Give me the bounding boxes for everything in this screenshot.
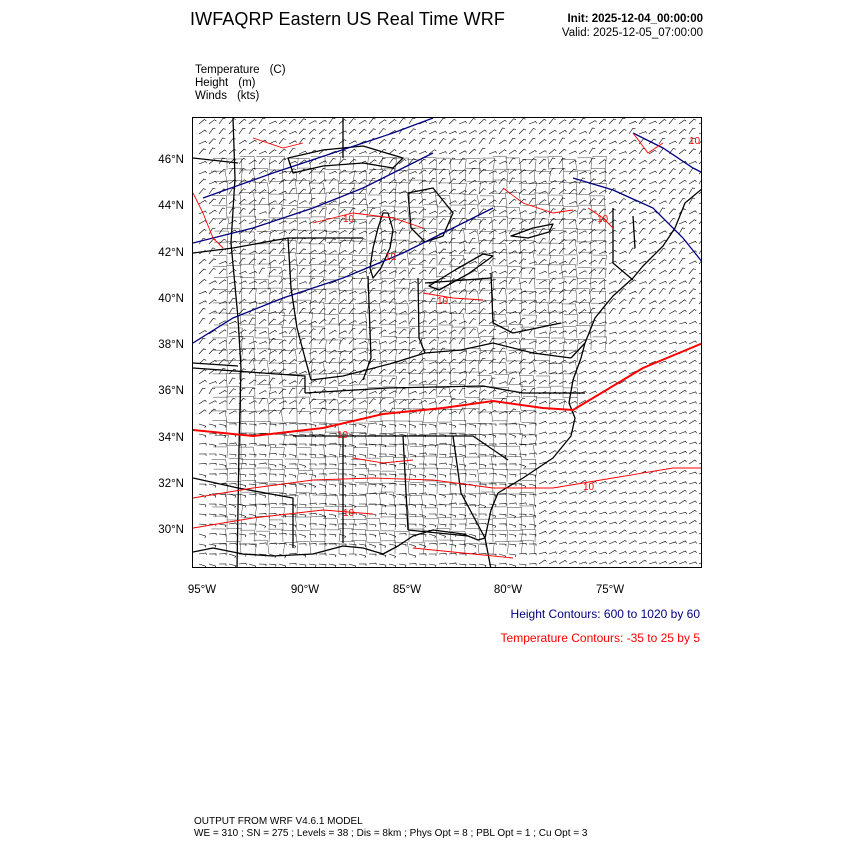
state-line-5 — [418, 278, 425, 353]
field-temperature-name: Temperature — [195, 64, 260, 76]
state-line-19 — [633, 216, 635, 248]
contour-label-2: 10 — [437, 296, 449, 307]
field-winds-unit: (kts) — [236, 90, 260, 102]
state-line-17 — [193, 478, 293, 548]
lat-label-42: 42°N — [158, 247, 184, 259]
lat-label-40: 40°N — [158, 293, 184, 305]
state-line-18 — [613, 208, 633, 280]
lat-label-44: 44°N — [158, 200, 184, 212]
lon-label-80: 80°W — [493, 584, 523, 596]
wind-barbs — [199, 118, 702, 568]
lat-label-34: 34°N — [158, 432, 184, 444]
lat-label-38: 38°N — [158, 339, 184, 351]
model-config: WE = 310 ; SN = 275 ; Levels = 38 ; Dis = 8km ; Phys Opt = 8 ; PBL Opt = 1 ; Cu Opt = 3 — [194, 828, 588, 839]
lon-label-75: 75°W — [595, 584, 625, 596]
lake-huron — [408, 188, 453, 242]
state-line-16 — [193, 363, 238, 366]
temp-contour-12 — [633, 133, 663, 153]
field-temperature-unit: (C) — [269, 64, 286, 76]
state-line-12 — [403, 436, 408, 530]
lat-label-36: 36°N — [158, 385, 184, 397]
state-line-9 — [193, 368, 305, 393]
map-panel — [192, 117, 702, 568]
contour-label-6: 10 — [583, 482, 595, 493]
temp-contour-4 — [413, 548, 513, 558]
temperature-contour-legend: Temperature Contours: -35 to 25 by 5 — [500, 631, 700, 645]
contour-label-1: 10 — [343, 214, 355, 225]
contour-label-7: 10 — [343, 508, 355, 519]
field-winds — [195, 90, 259, 102]
weather-map — [193, 118, 702, 568]
height-contour-legend: Height Contours: 600 to 1020 by 60 — [510, 607, 700, 621]
lat-label-30: 30°N — [158, 524, 184, 536]
contour-label-4: 10 — [597, 214, 609, 225]
lon-label-85: 85°W — [392, 584, 422, 596]
state-line-3 — [193, 238, 363, 253]
atlantic-coastline — [485, 188, 702, 568]
lake-erie — [429, 254, 493, 290]
lon-label-90: 90°W — [290, 584, 320, 596]
valid-time: Valid: 2025-12-05_07:00:00 — [561, 27, 703, 39]
temp-contour-6 — [313, 213, 423, 228]
contour-label-8: 10 — [689, 136, 701, 147]
contour-label-3: 10 — [385, 252, 397, 263]
lat-label-32: 32°N — [158, 478, 184, 490]
init-time: Init: 2025-12-04_00:00:00 — [567, 13, 703, 25]
lon-label-95: 95°W — [187, 584, 217, 596]
field-height-name: Height — [195, 77, 229, 89]
field-height — [195, 77, 256, 89]
lat-label-46: 46°N — [158, 154, 184, 166]
state-line-2 — [288, 238, 311, 380]
field-height-unit: (m) — [238, 77, 256, 89]
plot-title: IWFAQRP Eastern US Real Time WRF — [190, 9, 505, 29]
state-line-14 — [453, 436, 485, 538]
field-winds-name: Winds — [195, 90, 227, 102]
temp-contour-7 — [423, 293, 483, 300]
field-temperature — [195, 64, 286, 76]
contour-label-5: 10 — [337, 430, 349, 441]
model-info: OUTPUT FROM WRF V4.6.1 MODEL — [194, 816, 363, 827]
